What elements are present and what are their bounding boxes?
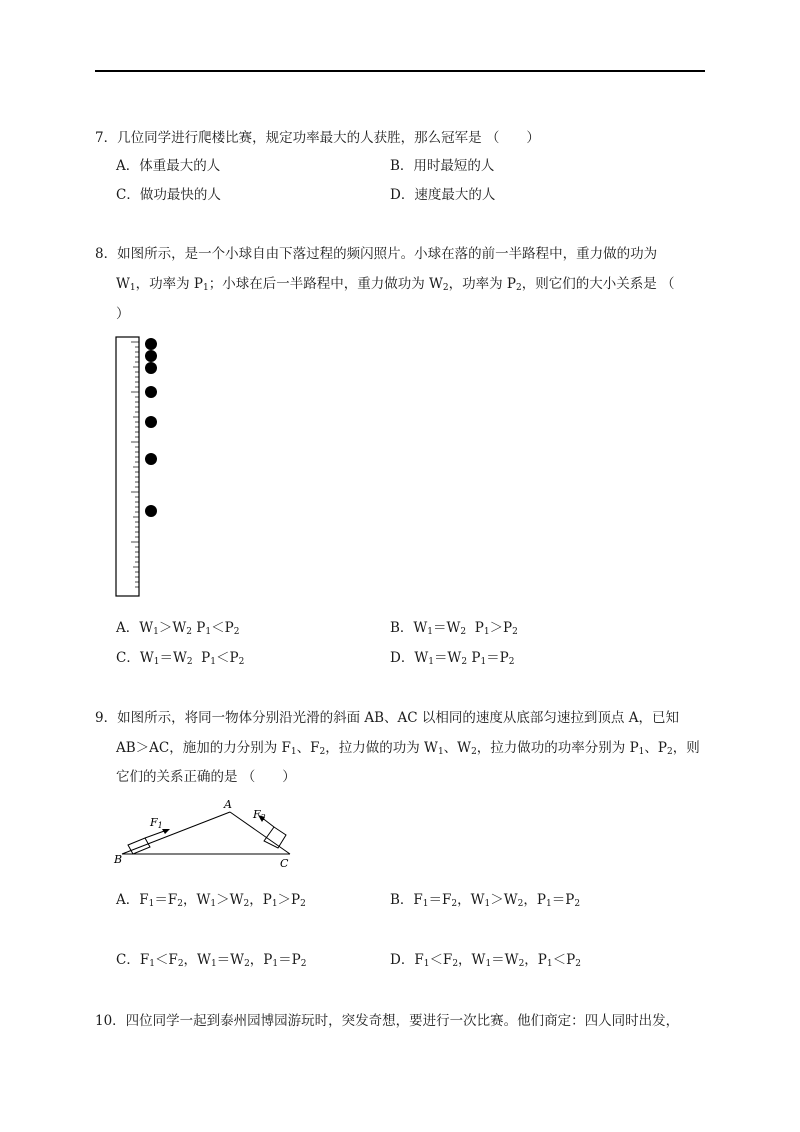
- label-f1: F1: [150, 816, 163, 830]
- ball-5: [145, 416, 157, 428]
- ball-7: [145, 505, 157, 517]
- q7-option-a: A．体重最大的人: [116, 158, 221, 174]
- ball-4: [145, 386, 157, 398]
- ball-2: [145, 350, 157, 362]
- q9-incline-figure: [112, 796, 302, 868]
- q7-option-d: D．速度最大的人: [390, 187, 496, 203]
- q8-option-a: A．$W_1>W_2$ $P_1<P_2$: [116, 620, 240, 637]
- ball-1: [145, 338, 157, 350]
- q9-option-b: B．$F_1=F_2$，$W_1>W_2$，$P_1=P_2$: [390, 892, 581, 909]
- ball-6: [145, 453, 157, 465]
- q9-stem-line2: AB＞AC，施加的力分别为 $F_1$、$F_2$，拉力做的功为 $W_1$、$W_2$，拉力做功的功率分别为 $P_1$、$P_2$，则: [116, 740, 700, 757]
- q7-stem: 7．几位同学进行爬楼比赛，规定功率最大的人获胜，那么冠军是 （ ）: [95, 130, 540, 146]
- block-on-ab: [128, 838, 150, 854]
- header-rule: [95, 70, 705, 72]
- strobe-balls: [145, 338, 157, 517]
- ruler-ticks: [131, 342, 139, 587]
- label-a: A: [224, 798, 232, 811]
- q9-option-d: D．$F_1<F_2$，$W_1=W_2$，$P_1<P_2$: [390, 952, 581, 969]
- q8-stem-line2: $W_1$，功率为 $P_1$；小球在后一半路程中，重力做功为 $W_2$，功率为 $P_2$，则它们的大小关系是 （: [116, 276, 675, 293]
- q9-option-c: C．$F_1<F_2$，$W_1=W_2$，$P_1=P_2$: [116, 952, 307, 969]
- q9-option-a: A．$F_1=F_2$，$W_1>W_2$，$P_1>P_2$: [116, 892, 306, 909]
- q8-option-c: C．$W_1=W_2$ $P_1<P_2$: [116, 650, 245, 667]
- q9-stem-line1: 9．如图所示，将同一物体分别沿光滑的斜面 AB、AC 以相同的速度从底部匀速拉到顶点 A，已知: [95, 710, 679, 726]
- incline-ab: [122, 812, 230, 854]
- q8-option-b: B．$W_1=W_2$ $P_1>P_2$: [390, 620, 518, 637]
- q8-stem-line1: 8．如图所示，是一个小球自由下落过程的频闪照片。小球在落的前一半路程中，重力做的功为: [95, 246, 658, 262]
- q8-stem-line3: ）: [116, 306, 130, 322]
- label-b: B: [114, 853, 123, 866]
- q8-option-d: D．$W_1=W_2$ $P_1=P_2$: [390, 650, 515, 667]
- q8-strobe-figure: [112, 334, 172, 599]
- q10-stem-line1: 10．四位同学一起到泰州园博园游玩时，突发奇想，要进行一次比赛。他们商定：四人同时出发，: [95, 1013, 680, 1029]
- q7-option-c: C．做功最快的人: [116, 187, 221, 203]
- label-f2: F2: [253, 808, 266, 822]
- ball-3: [145, 362, 157, 374]
- label-c: C: [280, 857, 289, 868]
- q7-option-b: B．用时最短的人: [390, 158, 495, 174]
- q9-stem-line3: 它们的关系正确的是 （ ）: [116, 769, 296, 785]
